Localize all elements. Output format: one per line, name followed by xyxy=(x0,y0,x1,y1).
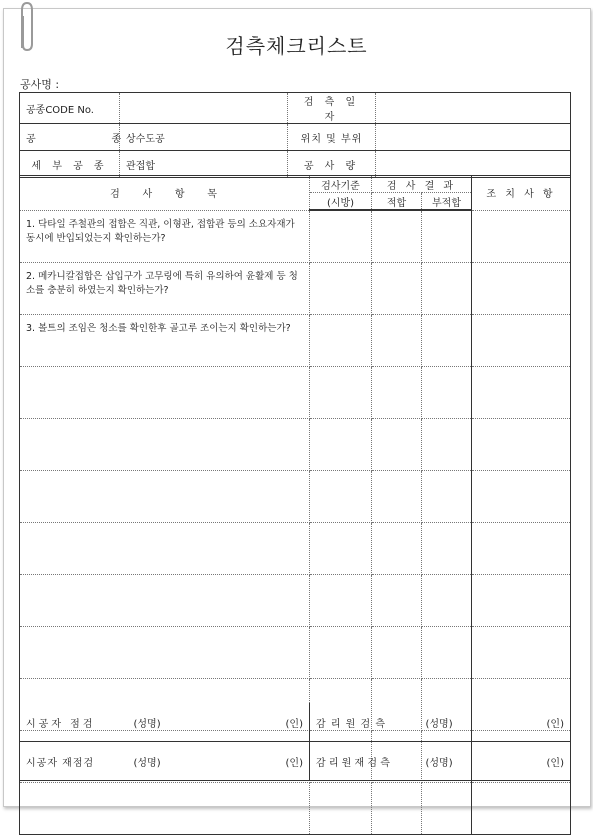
standard-cell[interactable] xyxy=(310,210,372,262)
fail-cell[interactable] xyxy=(422,626,472,678)
checklist-row xyxy=(20,574,571,626)
info-row xyxy=(20,124,571,151)
standard-cell[interactable] xyxy=(310,418,372,470)
standard-cell[interactable] xyxy=(310,470,372,522)
standard-cell[interactable] xyxy=(310,366,372,418)
checklist-item-text: 1. 닥타일 주철관의 접합은 직관, 이형관, 접합관 등의 소요자재가 동시에 반입되었는지 확인하는가? xyxy=(20,210,310,262)
checklist-item-text xyxy=(20,418,310,470)
info-value[interactable]: 상수도공 xyxy=(120,124,288,151)
info-value[interactable] xyxy=(376,93,571,124)
signature-label: 감 리 원 검 측 xyxy=(310,703,420,742)
fail-cell[interactable] xyxy=(422,262,472,314)
action-cell[interactable] xyxy=(472,262,571,314)
standard-sub-header: (시방) xyxy=(310,193,372,211)
fail-cell[interactable] xyxy=(422,470,472,522)
name-label: (성명) xyxy=(425,718,453,730)
seal-label: (인) xyxy=(546,718,564,730)
pass-cell[interactable] xyxy=(372,262,422,314)
checklist-row xyxy=(20,522,571,574)
standard-cell[interactable] xyxy=(310,626,372,678)
pass-cell[interactable] xyxy=(372,782,422,834)
signature-table xyxy=(19,703,571,781)
seal-label: (인) xyxy=(546,757,564,769)
signature-label: 시공자 점검 xyxy=(20,703,128,742)
checklist-item-text: 2. 메카니칼접합은 삽입구가 고무링에 특히 유의하여 윤활제 등 청소를 충분히 하였는지 확인하는가? xyxy=(20,262,310,314)
info-label: 위치 및 부위 xyxy=(288,124,376,151)
standard-cell[interactable] xyxy=(310,522,372,574)
checklist-row xyxy=(20,314,571,366)
checklist-row xyxy=(20,210,571,262)
pass-cell[interactable] xyxy=(372,366,422,418)
action-cell[interactable] xyxy=(472,418,571,470)
checklist-item-text: 3. 볼트의 조임은 청소를 확인한후 골고루 조이는지 확인하는가? xyxy=(20,314,310,366)
signature-field[interactable] xyxy=(128,703,310,742)
fail-header: 부적합 xyxy=(422,193,472,211)
info-label: 세 부 공 종 xyxy=(20,151,120,178)
action-cell[interactable] xyxy=(472,574,571,626)
item-header: 검 사 항 목 xyxy=(20,176,310,211)
name-label: (성명) xyxy=(133,718,161,730)
checklist-item-text xyxy=(20,366,310,418)
fail-cell[interactable] xyxy=(422,210,472,262)
pass-cell[interactable] xyxy=(372,210,422,262)
action-cell[interactable] xyxy=(472,782,571,834)
signature-field[interactable] xyxy=(420,703,571,742)
action-cell[interactable] xyxy=(472,366,571,418)
project-name-label: 공사명 : xyxy=(20,78,60,91)
action-cell[interactable] xyxy=(472,210,571,262)
action-cell[interactable] xyxy=(472,470,571,522)
action-cell[interactable] xyxy=(472,522,571,574)
fail-cell[interactable] xyxy=(422,418,472,470)
action-cell[interactable] xyxy=(472,626,571,678)
checklist-row xyxy=(20,470,571,522)
info-value[interactable] xyxy=(376,151,571,178)
pass-cell[interactable] xyxy=(372,574,422,626)
checklist-item-text xyxy=(20,626,310,678)
seal-label: (인) xyxy=(285,757,303,769)
pass-cell[interactable] xyxy=(372,522,422,574)
result-header: 검 사 결 과 xyxy=(372,176,472,193)
info-label: 공 사 량 xyxy=(288,151,376,178)
checklist-item-text xyxy=(20,782,310,834)
checklist-item-text xyxy=(20,522,310,574)
pass-cell[interactable] xyxy=(372,470,422,522)
standard-cell[interactable] xyxy=(310,574,372,626)
seal-label: (인) xyxy=(285,718,303,730)
fail-cell[interactable] xyxy=(422,366,472,418)
signature-label: 시공자 재점검 xyxy=(20,742,128,781)
name-label: (성명) xyxy=(133,757,161,769)
info-table xyxy=(19,92,571,178)
checklist-row xyxy=(20,782,571,834)
standard-cell[interactable] xyxy=(310,782,372,834)
info-label: 공 종 xyxy=(20,124,120,151)
signature-field[interactable] xyxy=(128,742,310,781)
pass-cell[interactable] xyxy=(372,418,422,470)
info-value[interactable] xyxy=(120,93,288,124)
pass-header: 적합 xyxy=(372,193,422,211)
info-value[interactable] xyxy=(376,124,571,151)
fail-cell[interactable] xyxy=(422,782,472,834)
signature-label: 감 리 원 재 검 측 xyxy=(310,742,420,781)
name-label: (성명) xyxy=(425,757,453,769)
checklist-item-text xyxy=(20,574,310,626)
header-row xyxy=(20,176,571,193)
fail-cell[interactable] xyxy=(422,522,472,574)
standard-header: 검사기준 xyxy=(310,176,372,193)
action-cell[interactable] xyxy=(472,314,571,366)
checklist-row xyxy=(20,366,571,418)
info-label: 공종CODE No. xyxy=(20,93,120,124)
standard-cell[interactable] xyxy=(310,314,372,366)
signature-row xyxy=(20,703,571,742)
info-row xyxy=(20,151,571,178)
pass-cell[interactable] xyxy=(372,626,422,678)
checklist-row xyxy=(20,262,571,314)
page-title: 검측체크리스트 xyxy=(225,34,368,58)
signature-row xyxy=(20,742,571,781)
standard-cell[interactable] xyxy=(310,262,372,314)
signature-field[interactable] xyxy=(420,742,571,781)
pass-cell[interactable] xyxy=(372,314,422,366)
checklist-row xyxy=(20,626,571,678)
info-value[interactable]: 관접합 xyxy=(120,151,288,178)
info-row xyxy=(20,93,571,124)
checklist-row xyxy=(20,418,571,470)
action-header: 조 치 사 항 xyxy=(472,176,571,211)
fail-cell[interactable] xyxy=(422,574,472,626)
checklist-item-text xyxy=(20,470,310,522)
info-label: 검 측 일 자 xyxy=(288,93,376,124)
fail-cell[interactable] xyxy=(422,314,472,366)
